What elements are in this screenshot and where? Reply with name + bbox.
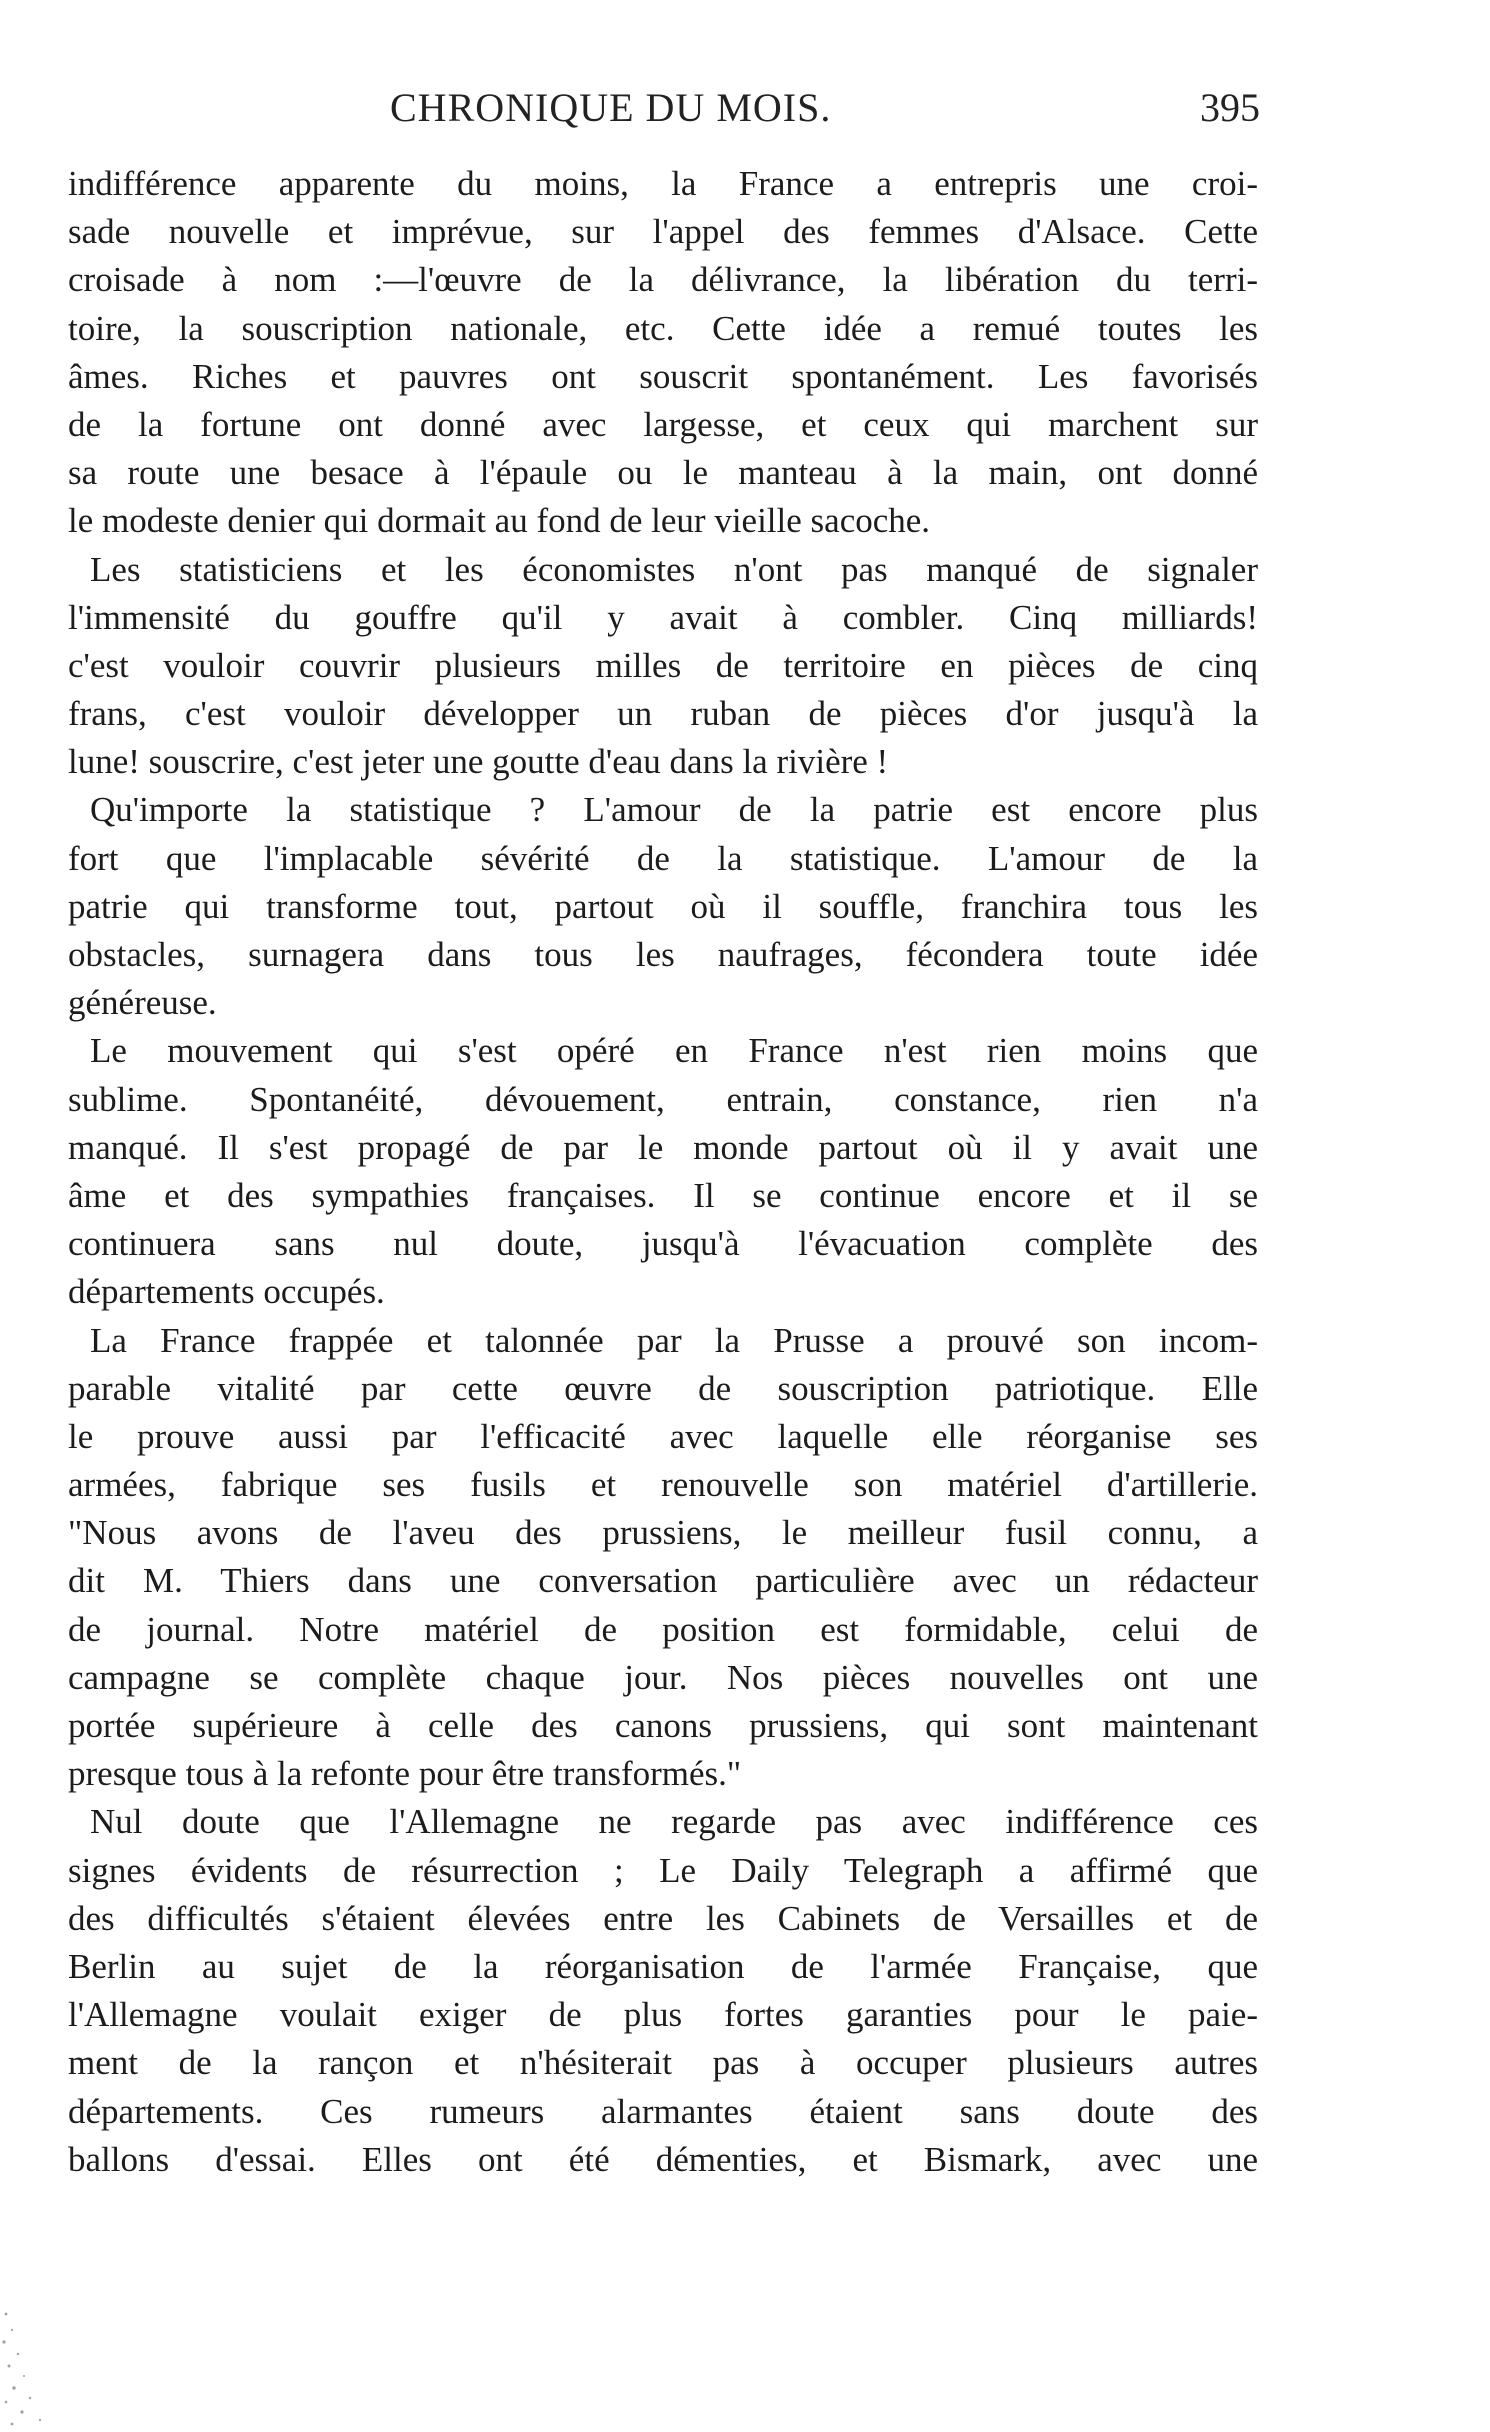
paragraph-mouvement (68, 1027, 1258, 1316)
text-line: frans, c'est vouloir développer un ruban de pièces d'or jusqu'à la (68, 694, 1258, 734)
text-line: des difficultés s'étaient élevées entre les Cabinets de Versailles et de (68, 1898, 1258, 1938)
page-number: 395 (1200, 85, 1260, 130)
text-line: âme et des sympathies françaises. Il se continue encore et il se (68, 1175, 1258, 1215)
body-text (68, 160, 1258, 2184)
text-line: parable vitalité par cette œuvre de souscription patriotique. Elle (68, 1368, 1258, 1408)
text-line: toire, la souscription nationale, etc. Cette idée a remué toutes les (68, 308, 1258, 348)
paragraph-statisticiens (68, 546, 1258, 787)
text-line: l'immensité du gouffre qu'il y avait à combler. Cinq milliards! (68, 597, 1258, 637)
text-line: "Nous avons de l'aveu des prussiens, le meilleur fusil connu, a (68, 1513, 1258, 1553)
text-line: de la fortune ont donné avec largesse, et ceux qui marchent sur (68, 404, 1258, 444)
paragraph-allemagne (68, 1798, 1258, 2184)
text-line: sublime. Spontanéité, dévouement, entrain, constance, rien n'a (68, 1079, 1258, 1119)
running-title: CHRONIQUE DU MOIS. (390, 85, 832, 130)
text-line: patrie qui transforme tout, partout où il souffle, franchira tous les (68, 886, 1258, 926)
text-line: généreuse. (68, 983, 217, 1023)
text-line: croisade à nom :—l'œuvre de la délivrance, la libération du terri- (68, 260, 1258, 300)
text-line: le modeste denier qui dormait au fond de leur vieille sacoche. (68, 501, 931, 541)
text-line: indifférence apparente du moins, la France a entrepris une croi- (68, 164, 1258, 203)
text-line: dit M. Thiers dans une conversation particulière avec un rédacteur (68, 1561, 1258, 1601)
text-line: l'Allemagne voulait exiger de plus fortes garanties pour le paie- (68, 1995, 1258, 2035)
text-line: Nul doute que l'Allemagne ne regarde pas avec indifférence ces (90, 1802, 1258, 1842)
text-line: ballons d'essai. Elles ont été démenties, et Bismark, avec une (68, 2139, 1258, 2179)
text-line: départements occupés. (68, 1272, 385, 1312)
text-line: campagne se complète chaque jour. Nos pièces nouvelles ont une (68, 1657, 1258, 1697)
text-line: ment de la rançon et n'hésiterait pas à occuper plusieurs autres (68, 2043, 1258, 2083)
text-line: presque tous à la refonte pour être transformés." (68, 1754, 742, 1794)
paragraph-statistique (68, 786, 1258, 1027)
text-line: signes évidents de résurrection ; Le Daily Telegraph a affirmé que (68, 1850, 1258, 1890)
text-line: c'est vouloir couvrir plusieurs milles de territoire en pièces de cinq (68, 645, 1258, 685)
text-line: départements. Ces rumeurs alarmantes étaient sans doute des (68, 2091, 1258, 2131)
text-line: âmes. Riches et pauvres ont souscrit spontanément. Les favorisés (68, 356, 1258, 396)
text-line: Les statisticiens et les économistes n'ont pas manqué de signaler (90, 549, 1258, 589)
text-line: Le mouvement qui s'est opéré en France n'est rien moins que (90, 1031, 1258, 1071)
paragraph-souscription (68, 160, 1258, 546)
text-line: Berlin au sujet de la réorganisation de l'armée Française, que (68, 1946, 1258, 1986)
text-line: sade nouvelle et imprévue, sur l'appel des femmes d'Alsace. Cette (68, 212, 1258, 252)
text-line: continuera sans nul doute, jusqu'à l'évacuation complète des (68, 1224, 1258, 1264)
text-line: de journal. Notre matériel de position est formidable, celui de (68, 1609, 1258, 1649)
text-line: armées, fabrique ses fusils et renouvelle son matériel d'artillerie. (68, 1465, 1258, 1505)
text-line: Qu'importe la statistique ? L'amour de la patrie est encore plus (90, 790, 1258, 830)
text-line: sa route une besace à l'épaule ou le manteau à la main, ont donné (68, 453, 1258, 493)
text-line: lune! souscrire, c'est jeter une goutte d'eau dans la rivière ! (68, 742, 889, 782)
text-line: le prouve aussi par l'efficacité avec laquelle elle réorganise ses (68, 1416, 1258, 1456)
running-header (390, 84, 1260, 136)
paragraph-france-vitalite (68, 1317, 1258, 1799)
text-line: obstacles, surnagera dans tous les naufrages, fécondera toute idée (68, 935, 1258, 974)
text-line: portée supérieure à celle des canons prussiens, qui sont maintenant (68, 1706, 1258, 1745)
text-line: manqué. Il s'est propagé de par le monde partout où il y avait une (68, 1127, 1258, 1167)
text-line: fort que l'implacable sévérité de la statistique. L'amour de la (68, 838, 1258, 878)
text-line: La France frappée et talonnée par la Prusse a prouvé son incom- (90, 1320, 1258, 1360)
scan-noise-decoration (0, 2302, 80, 2432)
